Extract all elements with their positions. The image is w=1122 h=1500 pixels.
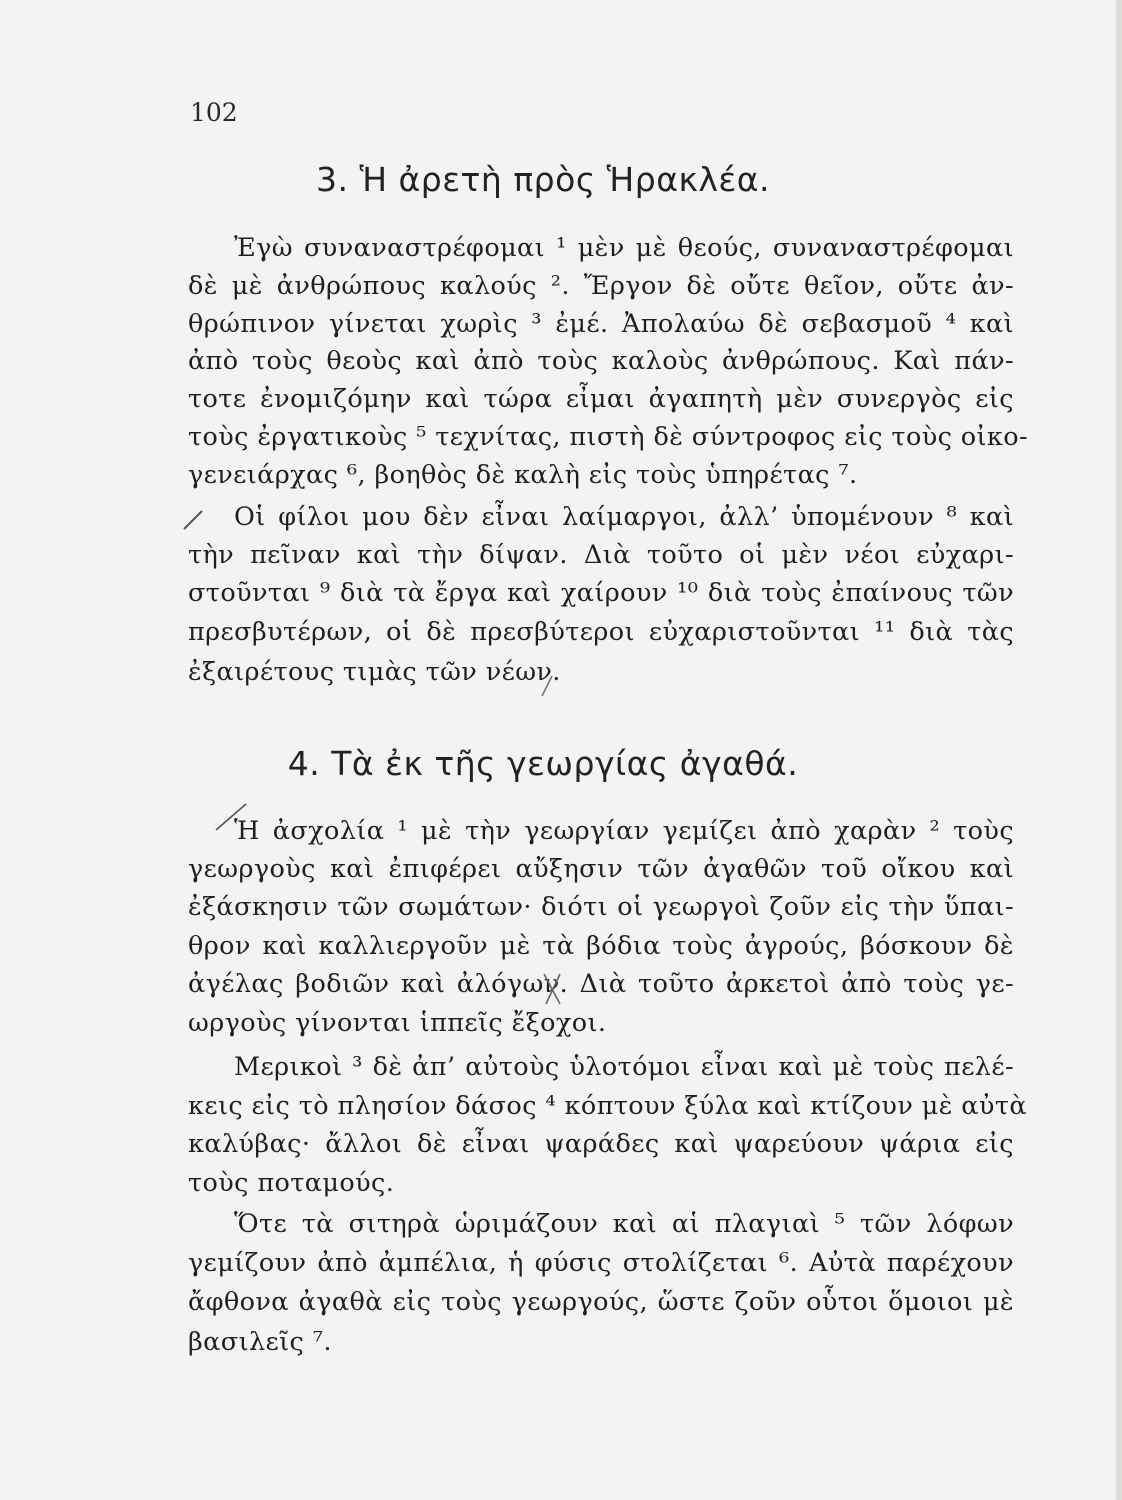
text-line: γενειάρχας ⁶, βοηθὸς δὲ καλὴ εἰς τοὺς ὑπηρέτας ⁷. bbox=[188, 460, 858, 490]
text-line: ἀπὸ τοὺς θεοὺς καὶ ἀπὸ τοὺς καλοὺς ἀνθρώπους. Καὶ πάν- bbox=[188, 346, 1014, 376]
page-number: 102 bbox=[190, 98, 238, 127]
text-line: ἄφθονα ἀγαθὰ εἰς τοὺς γεωργούς, ὥστε ζοῦν οὗτοι ὅμοιοι μὲ bbox=[188, 1287, 1014, 1317]
section-3-heading: 3. Ἡ ἀρετὴ πρὸς Ἡρακλέα. bbox=[315, 160, 771, 199]
text-line: τὴν πεῖναν καὶ τὴν δίψαν. Διὰ τοῦτο οἱ μὲν νέοι εὐχαρι- bbox=[188, 540, 1014, 570]
text-line: βασιλεῖς ⁷. bbox=[188, 1327, 332, 1357]
scan-edge-shadow bbox=[1116, 0, 1122, 1500]
pencil-slash-mark bbox=[538, 672, 558, 702]
text-line: τοὺς ἐργατικοὺς ⁵ τεχνίτας, πιστὴ δὲ σύντροφος εἰς τοὺς οἰκο- bbox=[188, 422, 1029, 452]
text-line: Οἱ φίλοι μου δὲν εἶναι λαίμαργοι, ἀλλ’ ὑπομένουν ⁸ καὶ bbox=[234, 502, 1014, 532]
text-line: στοῦνται ⁹ διὰ τὰ ἔργα καὶ χαίρουν ¹⁰ διὰ τοὺς ἐπαίνους τῶν bbox=[188, 578, 1014, 608]
text-line: καλύβας· ἄλλοι δὲ εἶναι ψαράδες καὶ ψαρεύουν ψάρια εἰς bbox=[188, 1129, 1014, 1159]
text-line: τοτε ἐνομιζόμην καὶ τώρα εἶμαι ἀγαπητὴ μὲν συνεργὸς εἰς bbox=[188, 384, 1014, 414]
text-line: ωργοὺς γίνονται ἱππεῖς ἔξοχοι. bbox=[188, 1008, 607, 1038]
section-4-heading: 4. Τὰ ἐκ τῆς γεωργίας ἀγαθά. bbox=[287, 744, 799, 783]
text-line: Ἐγὼ συναναστρέφομαι ¹ μὲν μὲ θεούς, συναναστρέφομαι bbox=[234, 233, 1014, 263]
text-line: Ἡ ἀσχολία ¹ μὲ τὴν γεωργίαν γεμίζει ἀπὸ χαρὰν ² τοὺς bbox=[234, 816, 1014, 846]
text-line: Μερικοὶ ³ δὲ ἀπ’ αὐτοὺς ὑλοτόμοι εἶναι καὶ μὲ τοὺς πελέ- bbox=[234, 1052, 1014, 1082]
pencil-tick-mark bbox=[180, 505, 210, 535]
text-line: θρον καὶ καλλιεργοῦν μὲ τὰ βόδια τοὺς ἀγρούς, βόσκουν δὲ bbox=[188, 931, 1014, 961]
text-line: γεμίζουν ἀπὸ ἀμπέλια, ἡ φύσις στολίζεται ⁶. Αὐτὰ παρέχουν bbox=[188, 1248, 1014, 1278]
pencil-slash-mark bbox=[540, 970, 566, 1010]
text-line: θρώπινον γίνεται χωρὶς ³ ἐμέ. Ἀπολαύω δὲ σεβασμοῦ ⁴ καὶ bbox=[188, 309, 1014, 339]
text-line: κεις εἰς τὸ πλησίον δάσος ⁴ κόπτουν ξύλα καὶ κτίζουν μὲ αὐτὰ bbox=[188, 1091, 1027, 1121]
pencil-tick-mark bbox=[212, 800, 252, 836]
text-line: δὲ μὲ ἀνθρώπους καλούς ². Ἔργον δὲ οὔτε θεῖον, οὔτε ἀν- bbox=[188, 271, 1014, 301]
text-line: πρεσβυτέρων, οἱ δὲ πρεσβύτεροι εὐχαριστοῦνται ¹¹ διὰ τὰς bbox=[188, 617, 1014, 647]
text-line: γεωργοὺς καὶ ἐπιφέρει αὔξησιν τῶν ἀγαθῶν τοῦ οἴκου καὶ bbox=[188, 854, 1014, 884]
text-line: ἐξαιρέτους τιμὰς τῶν νέων. bbox=[188, 657, 561, 687]
text-line: τοὺς ποταμούς. bbox=[188, 1168, 395, 1198]
text-line: ἀγέλας βοδιῶν καὶ ἀλόγων. Διὰ τοῦτο ἀρκετοὶ ἀπὸ τοὺς γε- bbox=[188, 969, 1014, 999]
text-line: Ὅτε τὰ σιτηρὰ ὡριμάζουν καὶ αἱ πλαγιαὶ ⁵ τῶν λόφων bbox=[234, 1209, 1014, 1239]
text-line: ἐξάσκησιν τῶν σωμάτων· διότι οἱ γεωργοὶ ζοῦν εἰς τὴν ὕπαι- bbox=[188, 892, 1014, 922]
